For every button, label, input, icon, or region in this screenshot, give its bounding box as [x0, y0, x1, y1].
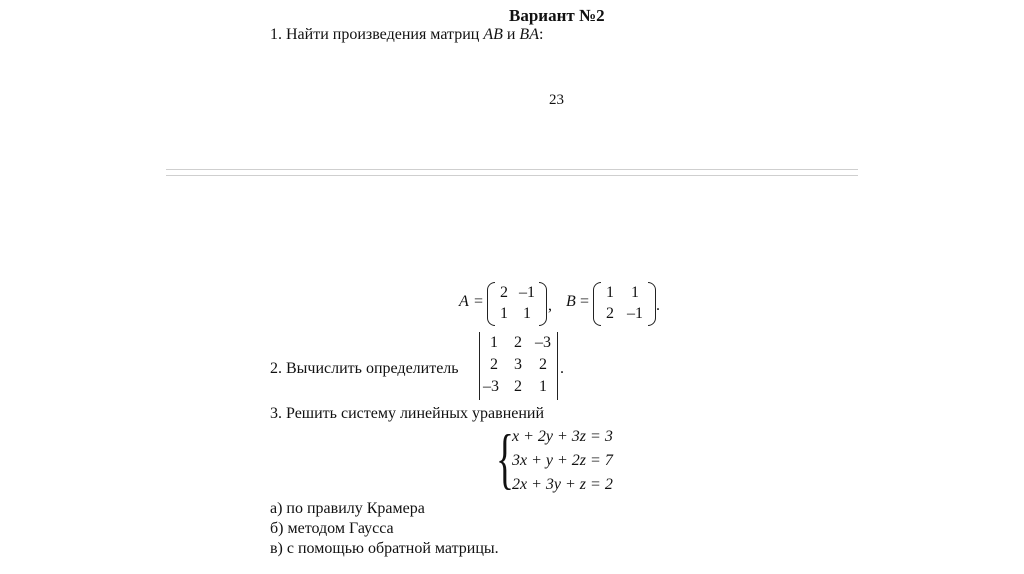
determinant-period: . [560, 360, 564, 377]
matrix-b [593, 282, 657, 324]
task1-colon: : [538, 26, 544, 43]
task1-and: и [506, 26, 516, 43]
determinant-cell: 2 [514, 378, 522, 395]
matrix-a-cell: 1 [500, 305, 508, 322]
matrix-a-left-paren [487, 282, 495, 326]
determinant-cell: –3 [483, 378, 499, 395]
matrix-a-cell: –1 [519, 284, 535, 301]
matrix-b-cell: 1 [606, 284, 614, 301]
matrix-b-label: B [566, 293, 576, 310]
page-separator-top [166, 169, 858, 170]
matrix-comma: , [548, 297, 552, 314]
variant-title: Вариант №2 [509, 6, 605, 25]
system-equation: x + 2y + 3z = 3 [512, 428, 613, 445]
matrix-b-cell: 2 [606, 305, 614, 322]
matrix-b-left-paren [593, 282, 601, 326]
matrix-a-cell: 1 [523, 305, 531, 322]
determinant-cell: 2 [490, 356, 498, 373]
matrix-b-cell: 1 [631, 284, 639, 301]
matrix-b-cell: –1 [627, 305, 643, 322]
determinant-cell: 2 [539, 356, 547, 373]
task2-text: 2. Вычислить определитель [270, 360, 459, 377]
determinant-cell: –3 [535, 334, 551, 351]
matrix-a-equals: = [474, 293, 484, 310]
matrix-period: . [656, 297, 660, 314]
task1-number: 1. [270, 26, 282, 43]
method-item: в) с помощью обратной матрицы. [270, 540, 499, 557]
determinant-right-bar [557, 332, 558, 400]
method-item: б) методом Гаусса [270, 520, 394, 537]
determinant-cell: 2 [514, 334, 522, 351]
page-number: 23 [549, 92, 564, 108]
matrix-a-right-paren [539, 282, 547, 326]
system-brace: { [496, 420, 514, 496]
task1-line [270, 26, 543, 44]
determinant-cell: 1 [539, 378, 547, 395]
matrix-b-equals: = [580, 293, 590, 310]
matrix-a-cell: 2 [500, 284, 508, 301]
page-separator-bottom [166, 175, 858, 176]
determinant-cell: 1 [490, 334, 498, 351]
matrix-a-label: A [459, 293, 469, 310]
task1-text: Найти произведения матриц [286, 26, 480, 43]
task1-ba: BA [519, 26, 539, 43]
method-item: а) по правилу Крамера [270, 500, 425, 517]
task1-ab: AB [483, 26, 503, 43]
matrix-a [487, 282, 547, 324]
task3-text: 3. Решить систему линейных уравнений [270, 405, 545, 422]
matrix-b-right-paren [648, 282, 656, 326]
system-equation: 3x + y + 2z = 7 [512, 452, 613, 469]
system-equation: 2x + 3y + z = 2 [512, 476, 613, 493]
determinant-cell: 3 [514, 356, 522, 373]
